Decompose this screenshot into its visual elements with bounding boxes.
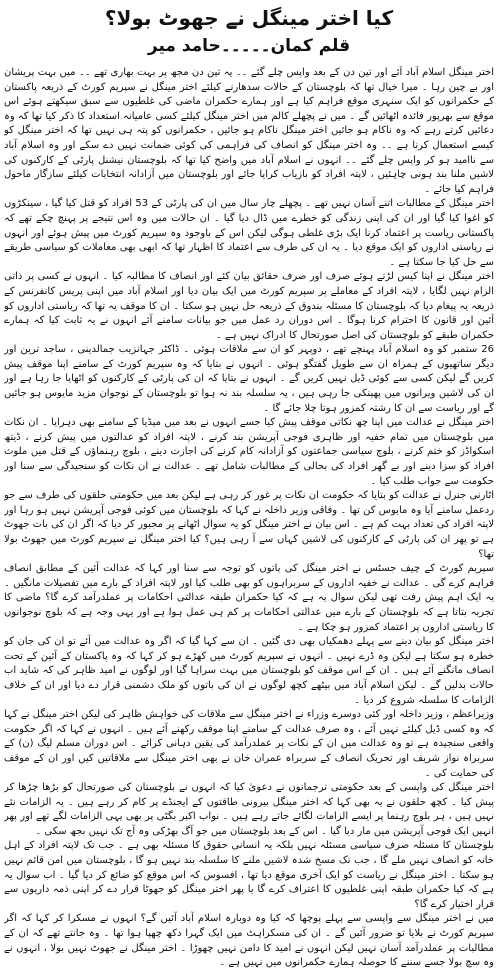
article-paragraph: 26 ستمبر کو وہ اسلام آباد پہنچے تھے ، دوپہر کو ان سے ملاقات ہوئی ۔ ڈاکٹر جہانزیب جمالدینی ، ساجد ترین اور دیگر ساتھیوں کے ہمراہ ان سے طویل گفتگو ہوئی ۔ انہوں نے بتایا کہ وہ سپریم کورٹ کے سامنے اپنا موقف پیش کریں گے لیکن کسی سے کوئی ڈیل نہیں کریں گے ۔ انہوں نے بتایا کہ ان کی پارٹی کے کارکنوں کو اٹھایا جا رہا ہے اور ان کی لاشیں ویرانوں میں پھینکی جا رہی ہیں ، یہ سلسلہ بند نہ ہوا تو بلوچستان کے نوجوان مزید مایوس ہو جائیں گے اور ریاست سے ان کا رشتہ کمزور ہوتا چلا جائے گا ۔ <box>4 344 494 414</box>
article-body <box>4 66 494 970</box>
article-paragraph: میں نے اختر مینگل سے واپسی سے پہلے پوچھا کہ کیا وہ دوبارہ اسلام آباد آئیں گے؟ انہوں نے مسکرا کر کہا کہ اگر سپریم کورٹ نے بلایا تو ضرور آئیں گے ۔ ان کی مسکراہٹ میں ایک گہرا دکھ چھپا ہوا تھا ۔ وہ جانتے تھے کہ ان کے مطالبات پر عملدرآمد آسان نہیں لیکن انہوں نے امید کا دامن نہیں چھوڑا ۔ اختر مینگل نے جھوٹ نہیں بولا ، انہوں نے وہ سچ بولا جسے سننے کا حوصلہ ہمارے حکمرانوں میں نہیں ہے ۔ <box>4 913 494 969</box>
article-paragraph: اختر مینگل نے عدالت میں اپنا چھ نکاتی موقف پیش کیا جسے انہوں نے بعد میں میڈیا کے سامنے بھی دہرایا ۔ ان نکات میں بلوچستان میں تمام خفیہ اور ظاہری فوجی آپریشن بند کرنے ، لاپتہ افراد کو عدالتوں میں پیش کرنے ، ڈیتھ اسکواڈز کو ختم کرنے ، بلوچ سیاسی جماعتوں کو آزادانہ کام کرنے کی اجازت دینے ، بلوچ رہنماؤں کے قتل میں ملوث افراد کو سزا دینے اور بے گھر افراد کی بحالی کے مطالبات شامل تھے ۔ عدالت نے ان نکات کو سنجیدگی سے سنا اور حکومت سے جواب طلب کیا ۔ <box>4 417 494 487</box>
article-paragraph: سپریم کورٹ کے چیف جسٹس نے اختر مینگل کی باتوں کو توجہ سے سنا اور کہا کہ عدالت آئین کے مطابق انصاف فراہم کرے گی ۔ عدالت نے خفیہ اداروں کے سربراہوں کو بھی طلب کیا اور لاپتہ افراد کے بارے میں تفصیلات مانگیں ۔ یہ ایک اہم پیش رفت تھی لیکن سوال یہ ہے کہ کیا حکمران طبقہ عدالتی احکامات پر عملدرآمد کرے گا؟ ماضی کا تجربہ بتاتا ہے کہ بلوچستان کے بارے میں عدالتی احکامات پر کم ہی عمل ہوا ہے اور یہی وجہ ہے کہ بلوچ نوجوانوں کا ریاستی اداروں پر اعتماد کمزور ہو چکا ہے ۔ <box>4 563 494 633</box>
article-headline: کیا اختر مینگل نے جھوٹ بولا؟ <box>104 6 394 30</box>
article-paragraph: اختر مینگل کی واپسی کے بعد حکومتی ترجمانوں نے دعویٰ کیا کہ انہوں نے بلوچستان کی صورتحال کو بڑھا چڑھا کر پیش کیا ۔ کچھ حلقوں نے یہ بھی کہا کہ اختر مینگل بیرونی طاقتوں کے ایجنڈے پر کام کر رہے ہیں ۔ یہ الزامات نئے نہیں ہیں ، ہر بلوچ رہنما پر ایسے الزامات لگائے جاتے رہے ہیں ۔ نواب اکبر بگٹی پر بھی یہی الزامات لگے تھے اور پھر انہیں ایک فوجی آپریشن میں مار دیا گیا ۔ اس کے بعد بلوچستان میں جو آگ بھڑکی وہ آج تک نہیں بجھ سکی ۔ <box>4 782 494 837</box>
article-paragraph: اختر مینگل کو بیان دینے سے پہلے دھمکیاں بھی دی گئیں ۔ ان سے کہا گیا کہ اگر وہ عدالت میں آئے تو ان کی جان کو خطرہ ہو سکتا ہے لیکن وہ ڈرے نہیں ۔ انہوں نے سپریم کورٹ میں کھڑے ہو کر کہا کہ وہ پاکستان کے آئین کے تحت انصاف مانگنے آئے ہیں ۔ ان کے اس موقف کو بلوچستان میں بہت سراہا گیا اور لوگوں نے امید ظاہر کی کہ شاید اب حالات بدلیں گے ۔ لیکن اسلام آباد میں بیٹھے کچھ لوگوں نے ان کی باتوں کو ملک دشمنی قرار دے دیا اور ان کے خلاف الزامات کا سلسلہ شروع کر دیا ۔ <box>4 636 494 706</box>
article-paragraph: اختر مینگل نے اپنا کیس لڑتے ہوئے صرف اور صرف حقائق بیان کئے اور انصاف کا مطالبہ کیا ۔ انہوں نے کسی پر ذاتی الزام نہیں لگایا ، لاپتہ افراد کے معاملے پر سپریم کورٹ میں ایک بیان دیا اور اسلام آباد میں اپنی پریس کانفرنس کے ذریعہ یہ پیغام دیا کہ بلوچستان کا مسئلہ بندوق کے ذریعہ حل نہیں ہو سکتا ۔ ان کا موقف یہ تھا کہ ریاستی اداروں کو آئین اور قانون کا احترام کرنا ہوگا ۔ اس دوران رد عمل میں جو بیانات سامنے آئے انہوں نے یہ ثابت کیا کہ ہمارے حکمران طبقے کو بلوچستان کی اصل صورتحال کا ادراک نہیں ہے ۔ <box>4 271 494 341</box>
article-paragraph: وزیراعظم ، وزیر داخلہ اور کئی دوسرے وزراء نے اختر مینگل سے ملاقات کی خواہش ظاہر کی لیکن اختر مینگل نے کہا کہ وہ کسی ڈیل کیلئے نہیں آئے ، وہ صرف عدالت کے سامنے اپنا موقف رکھنے آئے ہیں ۔ انہوں نے کہا کہ اگر حکومت واقعی سنجیدہ ہے تو وہ عدالت میں ان کے نکات پر عملدرآمد کی یقین دہانی کرائے ۔ اس دوران مسلم لیگ (ن) کے سربراہ نواز شریف اور تحریک انصاف کے سربراہ عمران خان نے بھی اختر مینگل سے ملاقاتیں کیں اور ان کے موقف کی حمایت کی ۔ <box>4 709 494 779</box>
article-paragraph: اٹارنی جنرل نے عدالت کو بتایا کہ حکومت ان نکات پر غور کر رہی ہے لیکن بعد میں حکومتی حلقوں کی طرف سے جو ردعمل سامنے آیا وہ مایوس کن تھا ۔ وفاقی وزیر داخلہ نے کہا کہ بلوچستان میں کوئی فوجی آپریشن نہیں ہو رہا اور لاپتہ افراد کی تعداد بہت کم ہے ۔ اس بیان نے اختر مینگل کو یہ سوال اٹھانے پر مجبور کر دیا کہ اگر ان کی بات جھوٹ ہے تو پھر ان کی پارٹی کے کارکنوں کی لاشیں کہاں سے آ رہی ہیں؟ کیا اختر مینگل نے سپریم کورٹ میں جھوٹ بولا تھا؟ <box>4 490 494 560</box>
article-paragraph: اختر مینگل اسلام آباد آئے اور تین دن کے بعد واپس چلے گئے ۔۔ یہ تین دن مجھ پر بہت بھاری تھے ۔۔ میں بہت پریشان اور بے چین رہا ۔ میرا خیال تھا کہ بلوچستان کے حالات سدھارنے کیلئے اختر مینگل نے سپریم کورٹ کے ذریعہ پاکستان کے حکمرانوں کو ایک سنہری موقع فراہم کیا ہے اور ہمارے حکمران ماضی کی غلطیوں سے سبق سیکھتے ہوئے اس موقع سے بھرپور فائدہ اٹھائیں گے ۔ میں نے پچھلے کالم میں اختر مینگل کیلئے کسی عامیانہ استعداد کا ذکر کیا تھا کہ وہ دعائیں کرتے رہے کہ وہ ناکام ہو جائیں اختر مینگل ناکام ہو جائیں ، حکمرانوں کو پتہ ہی نہیں تھا کہ اختر مینگل کو کیسے استعمال کرنا ہے ۔۔ وہ اختر مینگل کو انصاف کی فراہمی کی کوئی ضمانت نہیں دے سکے اور وہ اسلام آباد سے ناامید ہو کر واپس چلے گئے ۔۔ انہوں نے اسلام آباد میں واضح کیا تھا کہ بلوچستان نیشنل پارٹی کے کارکنوں کی لاشیں ملنا بند ہونی چاہئیں ، لاپتہ افراد کو بازیاب کرایا جائے اور بلوچستان میں آزادانہ انتخابات کیلئے سازگار ماحول فراہم کیا جائے ۔ <box>4 67 494 195</box>
article-paragraph: بلوچستان کا مسئلہ صرف سیاسی مسئلہ نہیں بلکہ یہ انسانی حقوق کا مسئلہ بھی ہے ۔ جب تک لاپتہ افراد کے اہل خانہ کو انصاف نہیں ملے گا ، جب تک مسخ شدہ لاشیں ملنے کا سلسلہ بند نہیں ہو گا ، بلوچستان میں امن قائم نہیں ہو سکتا ۔ اختر مینگل نے ریاست کو ایک آخری موقع دیا تھا ، افسوس کہ اس موقع کو ضائع کر دیا گیا ۔ اب سوال یہ ہے کہ کیا حکمران طبقہ اپنی غلطیوں کا اعتراف کرے گا یا پھر اختر مینگل کو جھوٹا قرار دے کر اپنی ذمہ داریوں سے فرار اختیار کرے گا؟ <box>4 840 494 910</box>
article-paragraph: اختر مینگل کے مطالبات اتنے آسان نہیں تھے ۔ پچھلے چار سال میں ان کی پارٹی کے 53 افراد کو قتل کیا گیا ، سینکڑوں کو اغوا کیا گیا اور ان کی اپنی زندگی کو خطرے میں ڈال دیا گیا ۔ ان حالات میں وہ اس نتیجے پر پہنچ چکے تھے کہ پاکستانی ریاست پر اعتماد کرنا ایک بڑی غلطی ہوگی لیکن اس کے باوجود وہ سپریم کورٹ میں پیش ہوئے اور انہوں نے ریاستی اداروں کو ایک موقع دیا ۔ یہ ان کی طرف سے اعتماد کا اظہار تھا کہ ابھی بھی معاملات کو سیاسی طریقے سے حل کیا جا سکتا ہے ۔ <box>4 198 494 268</box>
article-byline: قلم کمان۔۔۔۔۔حامد میر <box>147 36 351 56</box>
